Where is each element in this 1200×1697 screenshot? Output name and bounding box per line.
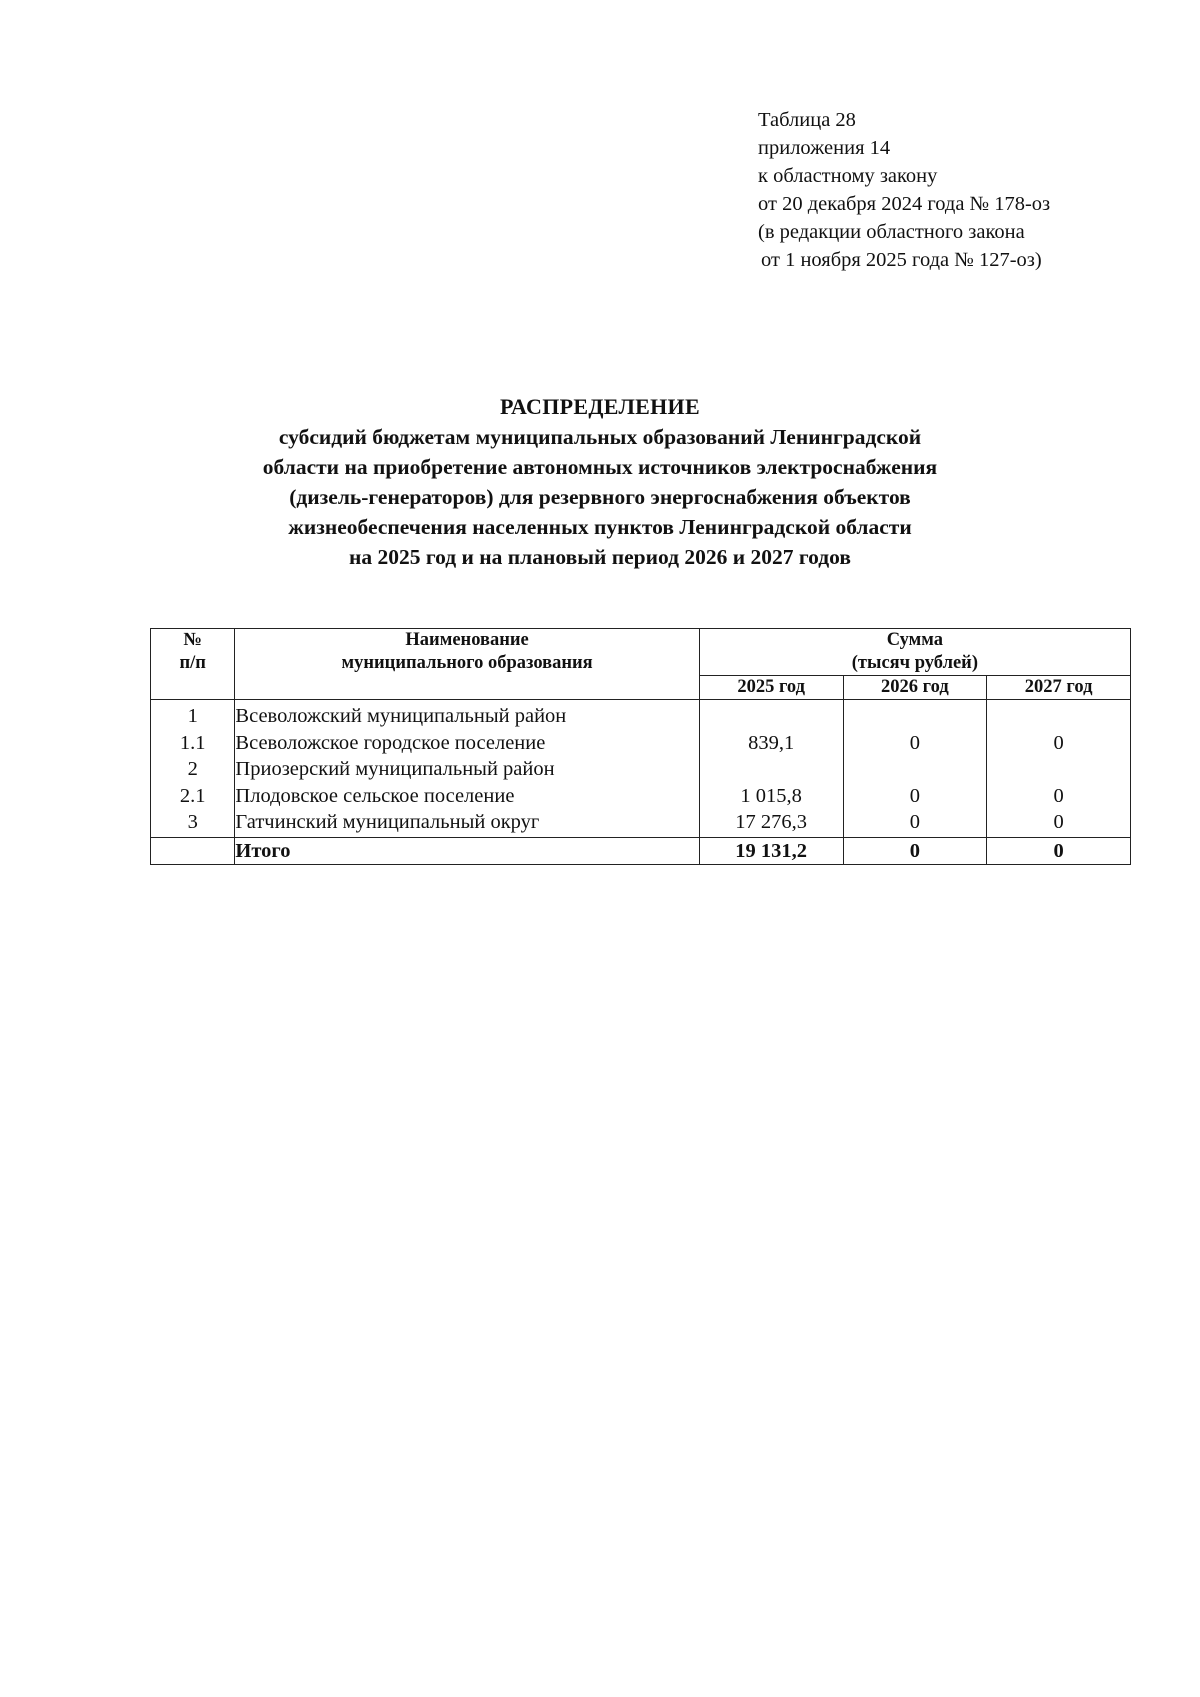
row-number: 2.1	[151, 783, 235, 810]
row-value-2025: 1 015,8	[699, 783, 843, 810]
header-name-line1: Наименование	[405, 630, 529, 650]
row-value-2025	[699, 756, 843, 783]
row-value-2026: 0	[843, 809, 987, 837]
row-name: Всеволожское городское поселение	[235, 730, 699, 757]
total-label: Итого	[235, 837, 699, 864]
row-name: Всеволожский муниципальный район	[235, 700, 699, 730]
row-value-2026: 0	[843, 783, 987, 810]
row-value-2027	[987, 700, 1131, 730]
table-row	[151, 783, 1131, 810]
title-main: РАСПРЕДЕЛЕНИЕ	[500, 394, 700, 419]
row-value-2025: 839,1	[699, 730, 843, 757]
header-number-line1: №	[183, 630, 202, 650]
row-value-2026: 0	[843, 730, 987, 757]
row-value-2027: 0	[987, 783, 1131, 810]
row-value-2025: 17 276,3	[699, 809, 843, 837]
header-number	[151, 629, 235, 700]
document-title	[150, 392, 1050, 572]
note-line-revision-date: от 1 ноября 2025 года № 127-оз)	[761, 249, 1042, 271]
total-value-2027: 0	[987, 837, 1131, 864]
row-number: 1	[151, 700, 235, 730]
title-line-1: субсидий бюджетам муниципальных образований Ленинградской	[278, 425, 922, 449]
header-year-2026: 2026 год	[843, 676, 987, 700]
note-line-appendix: приложения 14	[758, 137, 891, 159]
header-name-line2: муниципального образования	[341, 653, 593, 673]
table-row	[151, 809, 1131, 837]
row-value-2027: 0	[987, 730, 1131, 757]
total-value-2025: 19 131,2	[699, 837, 843, 864]
row-name: Гатчинский муниципальный округ	[235, 809, 699, 837]
header-sum-line2: (тысяч рублей)	[851, 653, 978, 673]
header-year-2027: 2027 год	[987, 676, 1131, 700]
row-value-2025	[699, 700, 843, 730]
row-name: Плодовское сельское поселение	[235, 783, 699, 810]
header-sum	[699, 629, 1130, 676]
total-row	[151, 837, 1131, 864]
total-value-2026: 0	[843, 837, 987, 864]
table-row	[151, 756, 1131, 783]
note-line-law: к областному закону	[758, 165, 938, 187]
row-value-2026	[843, 700, 987, 730]
table-reference-note	[758, 106, 1050, 274]
row-number: 3	[151, 809, 235, 837]
row-value-2026	[843, 756, 987, 783]
total-number-cell	[151, 837, 235, 864]
header-name	[235, 629, 699, 700]
table-row	[151, 700, 1131, 730]
table-footer	[151, 837, 1131, 864]
row-value-2027	[987, 756, 1131, 783]
row-number: 1.1	[151, 730, 235, 757]
header-year-2025: 2025 год	[699, 676, 843, 700]
table-body	[151, 700, 1131, 838]
note-line-table-number: Таблица 28	[758, 109, 856, 131]
row-name: Приозерский муниципальный район	[235, 756, 699, 783]
header-sum-line1: Сумма	[886, 630, 943, 650]
title-line-2: области на приобретение автономных источников электроснабжения	[262, 455, 938, 479]
title-line-5: на 2025 год и на плановый период 2026 и 2027 годов	[349, 545, 851, 569]
table-header	[151, 629, 1131, 700]
row-number: 2	[151, 756, 235, 783]
note-line-law-date: от 20 декабря 2024 года № 178-оз	[758, 193, 1051, 215]
title-line-4: жизнеобеспечения населенных пунктов Ленинградской области	[288, 515, 912, 539]
row-value-2027: 0	[987, 809, 1131, 837]
note-line-revision: (в редакции областного закона	[758, 221, 1025, 243]
header-number-line2: п/п	[179, 653, 206, 673]
distribution-table	[150, 628, 1131, 865]
title-line-3: (дизель-генераторов) для резервного энергоснабжения объектов	[289, 485, 911, 509]
table-row	[151, 730, 1131, 757]
